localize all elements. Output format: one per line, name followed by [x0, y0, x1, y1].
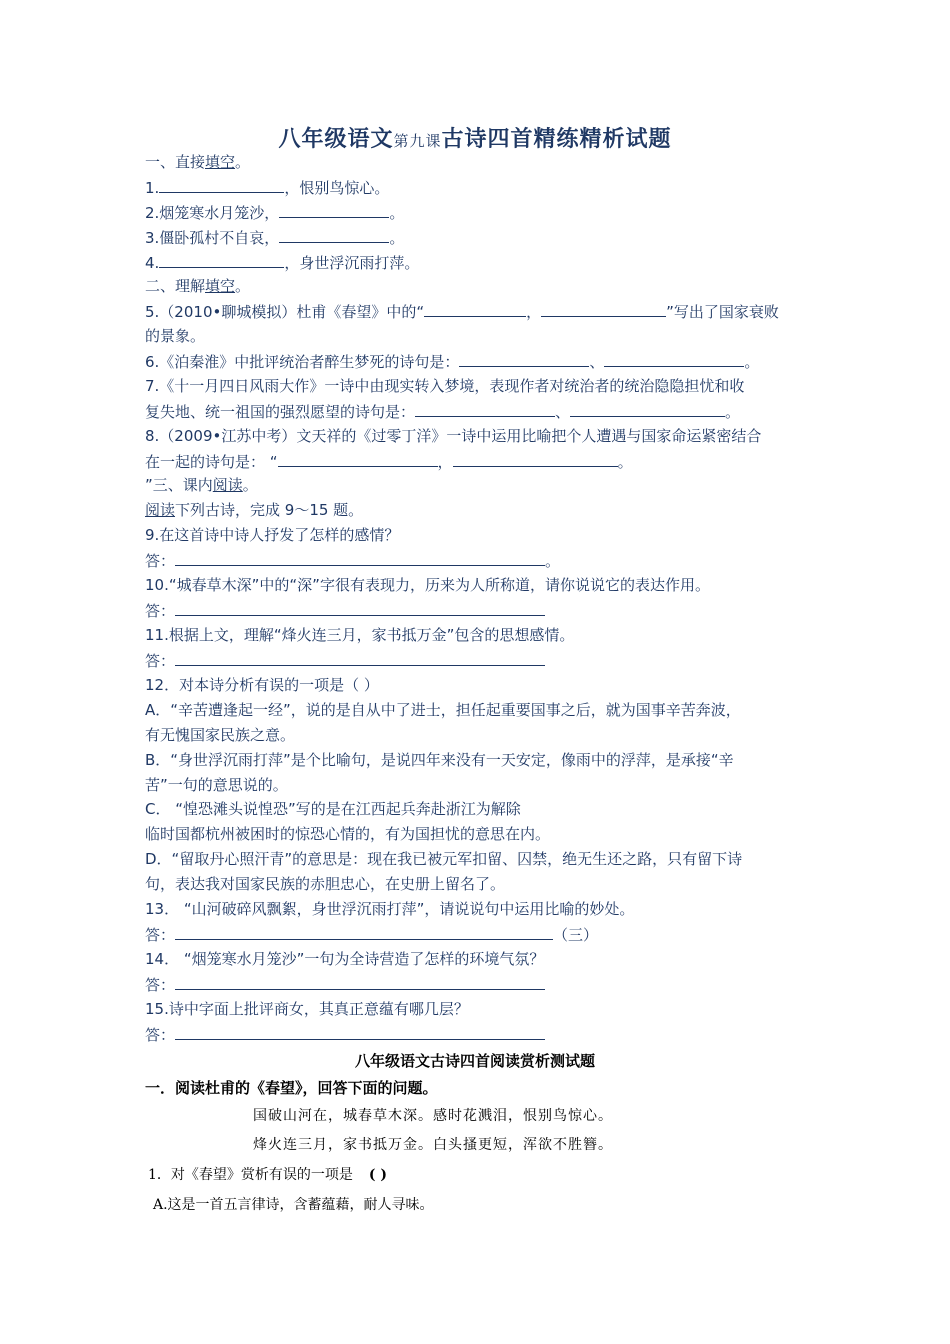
option-a: A．“辛苦遭逢起一经”，说的是自从中了进士，担任起重要国事之后，就为国事辛苦奔波，: [145, 701, 741, 719]
question-5: [145, 301, 779, 322]
q1-number: 1.: [145, 179, 160, 197]
answer-label: 答：: [145, 552, 176, 570]
answer-blank[interactable]: [278, 451, 438, 467]
q5-text-end: ”写出了国家衰败: [666, 303, 779, 321]
answer-blank[interactable]: [159, 177, 284, 193]
q2-end: 。: [389, 204, 405, 222]
q7-text: 复失地、统一祖国的强烈愿望的诗句是：: [145, 403, 416, 421]
question-5-cont: 的景象。: [145, 327, 206, 345]
answer-10: [145, 600, 545, 621]
section-2-heading-link: 填空: [205, 277, 236, 295]
question-7-cont: [145, 401, 740, 422]
answer-blank[interactable]: [279, 227, 389, 243]
q5-text: 5.（2010•聊城模拟）杜甫《春望》中的“: [145, 303, 425, 321]
title-part-a: 八年级语文: [278, 126, 394, 152]
answer-blank[interactable]: [453, 451, 618, 467]
answer-label: 答：: [145, 976, 176, 994]
section-3-heading-link: 阅读: [212, 476, 243, 494]
q13-end: （三）: [553, 926, 599, 944]
section-1-heading: [145, 152, 250, 172]
q5-sep: ，: [526, 303, 542, 321]
section-3-heading-end: 。: [242, 476, 258, 494]
answer-label: 答：: [145, 652, 176, 670]
option-a-cont: 有无愧国家民族之意。: [145, 726, 296, 744]
question-4: [145, 252, 419, 273]
answer-blank[interactable]: [279, 202, 389, 218]
question-12: 12．对本诗分析有误的一项是（ ）: [145, 676, 379, 694]
answer-blank[interactable]: [570, 401, 725, 417]
section-1-heading-text: 一、直接: [145, 153, 206, 171]
q3-text: 3.僵卧孤村不自哀，: [145, 229, 280, 247]
q6-end: 。: [744, 353, 760, 371]
section-2-heading: [145, 276, 250, 296]
q6-text: 6.《泊秦淮》中批评统治者醉生梦死的诗句是：: [145, 353, 460, 371]
question-15: 15.诗中字面上批评商女，其真正意蕴有哪几层？: [145, 1000, 469, 1018]
reading-intro: [145, 500, 363, 520]
question-8-cont: [145, 451, 633, 472]
answer-15: [145, 1024, 545, 1045]
q1-text: ，恨别鸟惊心。: [284, 179, 390, 197]
section-2-heading-text: 二、理解: [145, 277, 206, 295]
title-part-c: 古诗四首精练精析试题: [441, 126, 672, 152]
answer-blank[interactable]: [175, 550, 545, 566]
option-c: C． “惶恐滩头说惶恐”写的是在江西起兵奔赴浙江为解除: [145, 800, 521, 818]
answer-blank[interactable]: [459, 351, 589, 367]
answer-blank[interactable]: [415, 401, 555, 417]
page-title: [0, 122, 950, 153]
q8-sep: ，: [437, 453, 453, 471]
answer-14: [145, 974, 545, 995]
question-10: 10.“城春草木深”中的“深”字很有表现力，历来为人所称道，请你说说它的表达作用。: [145, 576, 710, 594]
part-2-q1-text: 1．对《春望》赏析有误的一项是: [148, 1167, 353, 1183]
question-13: 13． “山河破碎风飘絮，身世浮沉雨打萍”，请说说句中运用比喻的妙处。: [145, 900, 635, 918]
part-2-option-a: A.这是一首五言律诗，含蓄蕴藉，耐人寻味。: [153, 1197, 434, 1213]
option-c-cont: 临时国都杭州被困时的惊恐心情的，有为国担忧的意思在内。: [145, 825, 551, 843]
question-9: 9.在这首诗中诗人抒发了怎样的感情？: [145, 526, 400, 544]
question-8: 8.（2009•江苏中考）文天祥的《过零丁洋》一诗中运用比喻把个人遭遇与国家命运紧密结合: [145, 427, 762, 445]
q7-end: 。: [725, 403, 741, 421]
q3-end: 。: [389, 229, 405, 247]
answer-paren: ( ): [368, 1167, 388, 1183]
question-14: 14． “烟笼寒水月笼沙”一句为全诗营造了怎样的环境气氛？: [145, 950, 545, 968]
answer-end: 。: [545, 552, 561, 570]
section-3-heading: [145, 475, 258, 495]
part-2-heading: 一．阅读杜甫的《春望》，回答下面的问题。: [145, 1079, 438, 1097]
answer-blank[interactable]: [175, 600, 545, 616]
q2-text: 2.烟笼寒水月笼沙，: [145, 204, 280, 222]
option-d-cont: 句，表达我对国家民族的赤胆忠心，在史册上留名了。: [145, 875, 506, 893]
q6-sep: 、: [589, 353, 605, 371]
answer-blank[interactable]: [159, 252, 284, 268]
question-1: [145, 177, 389, 198]
q7-sep: 、: [555, 403, 571, 421]
option-b-cont: 苦”一句的意思说的。: [145, 776, 288, 794]
question-7: 7.《十一月四日风雨大作》一诗中由现实转入梦境，表现作者对统治者的统治隐隐担忧和收: [145, 377, 745, 395]
q8-end: 。: [617, 453, 633, 471]
answer-blank[interactable]: [604, 351, 744, 367]
answer-11: [145, 650, 545, 671]
part-2-question-1: [148, 1165, 387, 1185]
question-3: [145, 227, 404, 248]
answer-label: 答：: [145, 602, 176, 620]
answer-13: [145, 924, 598, 945]
option-d: D．“留取丹心照汗青”的意思是：现在我已被元军扣留、囚禁，绝无生还之路，只有留下诗: [145, 850, 743, 868]
answer-label: 答：: [145, 926, 176, 944]
q4-number: 4.: [145, 254, 160, 272]
option-b: B．“身世浮沉雨打萍”是个比喻句，是说四年来没有一天安定，像雨中的浮萍，是承接“辛: [145, 751, 734, 769]
section-1-heading-end: 。: [235, 153, 251, 171]
poem-line-2: 烽火连三月，家书抵万金。白头搔更短，浑欲不胜簪。: [253, 1137, 613, 1153]
q4-text: ，身世浮沉雨打萍。: [284, 254, 420, 272]
section-3-heading-text: ”三、课内: [145, 476, 213, 494]
section-1-heading-link: 填空: [205, 153, 236, 171]
answer-blank[interactable]: [175, 650, 545, 666]
poem-line-1: 国破山河在，城春草木深。感时花溅泪，恨别鸟惊心。: [253, 1108, 613, 1124]
reading-intro-link: 阅读: [145, 501, 176, 519]
section-2-heading-end: 。: [235, 277, 251, 295]
question-2: [145, 202, 404, 223]
answer-blank[interactable]: [424, 301, 526, 317]
answer-9: [145, 550, 560, 571]
question-11: 11.根据上文，理解“烽火连三月，家书抵万金”包含的思想感情。: [145, 626, 575, 644]
q8-text: 在一起的诗句是： “: [145, 453, 278, 471]
answer-label: 答：: [145, 1026, 176, 1044]
answer-blank[interactable]: [175, 974, 545, 990]
title-part-b: 第九课: [393, 132, 442, 150]
answer-blank[interactable]: [541, 301, 666, 317]
answer-blank[interactable]: [175, 924, 553, 940]
part-2-title: 八年级语文古诗四首阅读赏析测试题: [354, 1052, 595, 1070]
answer-blank[interactable]: [175, 1024, 545, 1040]
reading-intro-text: 下列古诗，完成 9～15 题。: [175, 501, 364, 519]
question-6: [145, 351, 759, 372]
